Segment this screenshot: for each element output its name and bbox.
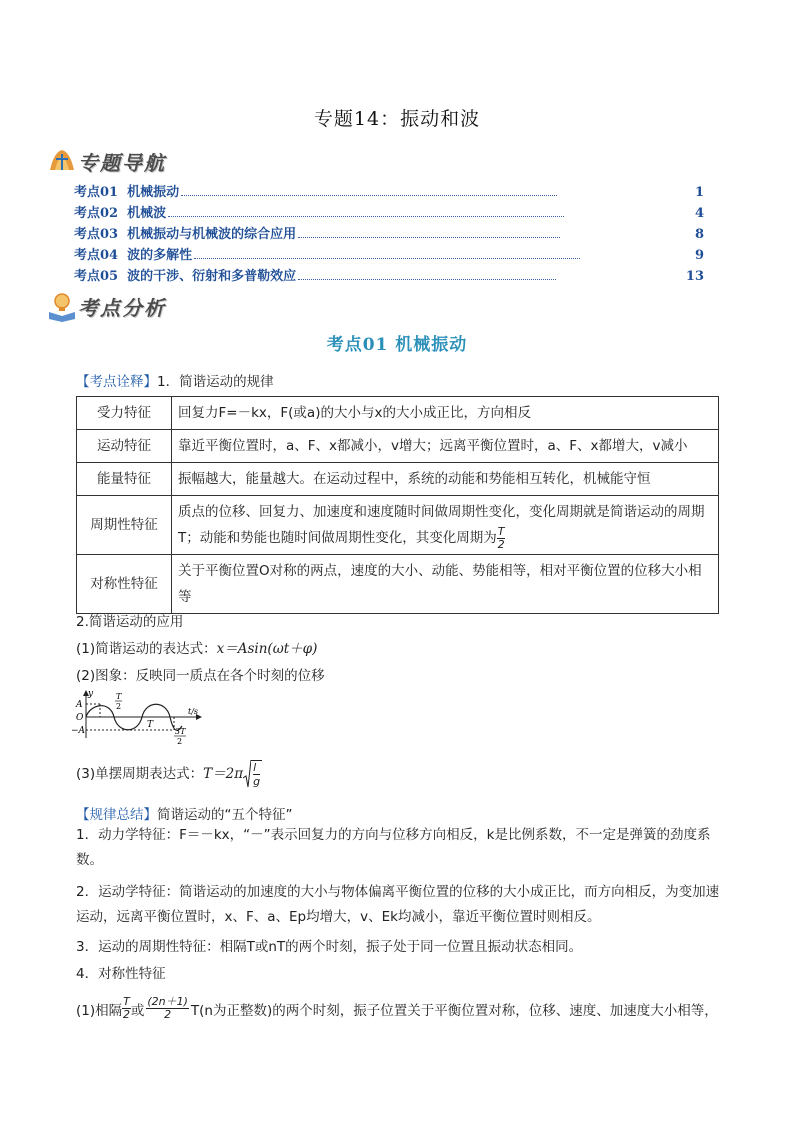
summary-text: 简谐运动的“五个特征” xyxy=(157,807,293,823)
half-fraction: $\frac{T}{2}$ xyxy=(122,995,130,1021)
toc-text: 机械波 xyxy=(127,206,167,221)
graph-label: (2)图象：反映同一质点在各个时刻的位移 xyxy=(76,668,325,684)
toc-text: 机械振动 xyxy=(127,185,180,200)
expression-line xyxy=(76,637,317,657)
toc-code: 考点05 xyxy=(74,269,119,284)
tick-half-num: T xyxy=(116,692,122,701)
toc-code: 考点04 xyxy=(74,248,119,263)
toc-item[interactable] xyxy=(74,243,704,263)
tick-half-den: 2 xyxy=(116,702,122,711)
app-heading: 2.简谐运动的应用 xyxy=(76,614,184,630)
sqrt-sign-icon xyxy=(243,760,251,788)
toc-text: 波的干涉、衍射和多普勒效应 xyxy=(127,269,297,284)
row-value-part-b: T；动能和势能也随时间做周期性变化，其变化周期为 xyxy=(178,530,497,546)
pendulum-lhs: T＝2π xyxy=(203,766,244,782)
table-row xyxy=(77,430,719,463)
toc-item[interactable] xyxy=(74,201,704,221)
nav-banner-label: 专题导航 xyxy=(78,150,166,175)
sine-graph xyxy=(70,688,210,748)
summary-line xyxy=(76,803,293,823)
toc-leader xyxy=(168,215,564,217)
symmetry-suffix: T(n为正整数)的两个时刻，振子位置关于平衡位置对称，位移、速度、加速度大小相等， xyxy=(190,1002,718,1019)
sqrt-num: l xyxy=(253,761,260,775)
point-paragraph: 1．动力学特征：F＝－kx，“－”表示回复力的方向与位移方向相反，k是比例系数，不一定是弹簧的劲度系数。 xyxy=(76,827,711,868)
toc-text: 机械振动与机械波的综合应用 xyxy=(127,227,297,242)
lotus-icon xyxy=(46,146,78,176)
odd-fraction: $\frac{(2n+1)}{2}$ xyxy=(147,995,188,1021)
toc-leader xyxy=(298,278,556,280)
toc-page: 1 xyxy=(694,185,704,200)
row-key: 受力特征 xyxy=(77,397,172,430)
origin-label: O xyxy=(76,713,84,723)
point-paragraph: 4．对称性特征 xyxy=(76,966,166,982)
toc-code: 考点01 xyxy=(74,185,119,200)
row-value-part-a: 质点的位移、回复力、加速度和速度随时间做周期性变化，变化周期就是简谐运动的周期 xyxy=(178,504,705,520)
y-axis-label: y xyxy=(88,689,94,699)
row-key: 对称性特征 xyxy=(77,555,172,614)
row-value xyxy=(172,496,719,555)
toc-page: 4 xyxy=(694,206,704,221)
sqrt-den: g xyxy=(253,775,261,788)
half-period-fraction: $\frac{T}{2}$ xyxy=(497,524,505,551)
row-value: 振幅越大，能量越大。在运动过程中，系统的动能和势能相互转化，机械能守恒 xyxy=(172,463,719,496)
amp-bottom-label: −A xyxy=(71,726,86,736)
symmetry-mid: 或 xyxy=(130,1002,145,1019)
expression-label: (1)简谐运动的表达式： xyxy=(76,641,217,657)
section-heading: 考点01 机械振动 xyxy=(326,335,468,355)
toc-item[interactable] xyxy=(74,222,704,242)
row-value: 靠近平衡位置时，a、F、x都减小，v增大；远离平衡位置时，a、F、x都增大，v减小 xyxy=(172,430,719,463)
intro-bracket: 【考点诠释】 xyxy=(76,374,157,390)
toc-item[interactable] xyxy=(74,180,704,200)
summary-bracket: 【规律总结】 xyxy=(76,807,157,823)
row-value: 关于平衡位置O对称的两点，速度的大小、动能、势能相等，相对平衡位置的位移大小相等 xyxy=(172,555,719,614)
row-value: 回复力F=－kx，F(或a)的大小与x的大小成正比，方向相反 xyxy=(172,397,719,430)
property-table xyxy=(76,396,719,614)
page-title: 专题14：振动和波 xyxy=(313,108,481,130)
toc-item[interactable] xyxy=(74,264,704,284)
toc-page: 13 xyxy=(685,269,704,284)
analysis-banner xyxy=(46,290,166,322)
lightbulb-book-icon xyxy=(46,290,78,322)
toc-text: 波的多解性 xyxy=(127,248,193,263)
sqrt-expression xyxy=(243,760,262,788)
pendulum-label: (3)单摆周期表达式： xyxy=(76,766,204,782)
toc-page: 9 xyxy=(694,248,704,263)
table-row xyxy=(77,555,719,614)
symmetry-line xyxy=(76,996,718,1021)
row-key: 运动特征 xyxy=(77,430,172,463)
x-axis-label: t/s xyxy=(188,707,199,716)
point-paragraph: 2．运动学特征：简谐运动的加速度的大小与物体偏离平衡位置的位移的大小成正比，而方向相反，为变加速运动，远离平衡位置时，x、F、a、Ep均增大，v、Ek均减小，靠近平衡位置时则相反。 xyxy=(76,884,720,925)
intro-line xyxy=(76,370,274,390)
nav-banner xyxy=(46,146,166,176)
expression-formula: x＝Asin(ωt＋φ) xyxy=(216,641,318,657)
pendulum-line xyxy=(76,760,262,788)
table-row xyxy=(77,397,719,430)
intro-text: 1．简谐运动的规律 xyxy=(157,374,274,390)
toc-leader xyxy=(298,236,560,238)
point-paragraph: 3．运动的周期性特征：相隔T或nT的两个时刻，振子处于同一位置且振动状态相同。 xyxy=(76,939,583,955)
toc-leader xyxy=(194,257,580,259)
toc-code: 考点03 xyxy=(74,227,119,242)
tick-T-label: T xyxy=(147,720,154,730)
row-key: 周期性特征 xyxy=(77,496,172,555)
tick-3half-den: 2 xyxy=(177,737,183,746)
analysis-banner-label: 考点分析 xyxy=(78,295,166,320)
tick-3half-num: 3T xyxy=(175,727,186,736)
toc-page: 8 xyxy=(694,227,704,242)
row-key: 能量特征 xyxy=(77,463,172,496)
toc-leader xyxy=(181,194,557,196)
table-row xyxy=(77,496,719,555)
amp-top-label: A xyxy=(76,700,83,710)
table-row xyxy=(77,463,719,496)
symmetry-prefix: (1)相隔 xyxy=(76,1002,123,1019)
toc-code: 考点02 xyxy=(74,206,119,221)
